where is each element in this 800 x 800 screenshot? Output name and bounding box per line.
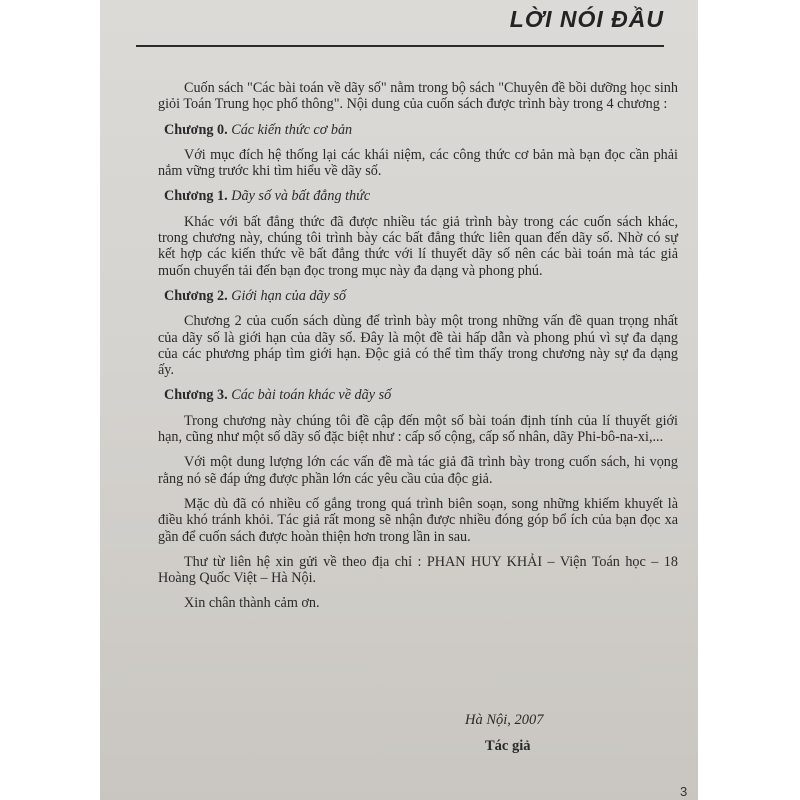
chapter-3-heading (158, 387, 678, 403)
closing-paragraph-2: Mặc dù đã có nhiều cố gắng trong quá trình biên soạn, song những khiếm khuyết là điều khó tránh khỏi. Tác giả rất mong sẽ nhận được nhiều đóng góp bổ ích của bạn đọc xa gần để cuốn sách được hoàn thiện hơn trong lần in sau. (158, 495, 678, 545)
chapter-0-title: Các kiến thức cơ bản (231, 121, 353, 138)
page-number: 3 (680, 784, 688, 799)
intro-paragraph: Cuốn sách "Các bài toán về dãy số" nằm trong bộ sách "Chuyên đề bồi dưỡng học sinh giỏi Toán Trung học phổ thông". Nội dung của cuốn sách được trình bày trong 4 chương : (158, 80, 678, 113)
signature-place-date: Hà Nội, 2007 (465, 712, 544, 728)
chapter-2-label: Chương 2. (164, 287, 228, 304)
chapter-2-text: Chương 2 của cuốn sách dùng để trình bày một trong những vấn đề quan trọng nhất của dãy số là giới hạn của dãy số. Đây là một đề tài hấp dẫn và phong phú vì sự đa dạng của các phương pháp tìm giới hạn. Độc giả có thể tìm thấy trong chương này sự đa dạng ấy. (158, 313, 678, 379)
header-rule (136, 45, 664, 47)
chapter-1-heading (158, 188, 678, 204)
chapter-0-label: Chương 0. (164, 121, 228, 138)
page-header-title: LỜI NÓI ĐẦU (509, 6, 664, 32)
chapter-3-text: Trong chương này chúng tôi đề cập đến một số bài toán định tính của lí thuyết giới hạn, cũng như một số dãy số đặc biệt như : cấp số cộng, cấp số nhân, dãy Phi-bô-na-xi,... (158, 412, 678, 446)
closing-paragraph-1: Với một dung lượng lớn các vấn đề mà tác giả đã trình bày trong cuốn sách, hi vọng rằng nó sẽ đáp ứng được phần lớn các yêu cầu của độc giả. (158, 454, 678, 487)
chapter-2-title: Giới hạn của dãy số (231, 287, 346, 304)
chapter-0-heading (158, 122, 678, 138)
book-page (100, 0, 698, 800)
chapter-3-label: Chương 3. (164, 387, 228, 404)
chapter-3-title: Các bài toán khác về dãy số (231, 387, 392, 404)
contact-paragraph: Thư từ liên hệ xin gửi về theo địa chỉ : PHAN HUY KHẢI – Viện Toán học – 18 Hoàng Quốc Việt – Hà Nội. (158, 553, 678, 587)
chapter-1-label: Chương 1. (164, 188, 228, 205)
thanks-paragraph: Xin chân thành cảm ơn. (184, 595, 320, 612)
chapter-2-heading (158, 288, 678, 304)
preface-body (158, 80, 678, 621)
signature-author: Tác giả (485, 738, 531, 754)
chapter-1-title: Dãy số và bất đẳng thức (231, 188, 371, 205)
chapter-1-text: Khác với bất đẳng thức đã được nhiều tác giả trình bày trong các cuốn sách khác, trong chương này, chúng tôi trình bày các bất đẳng thức liên quan đến dãy số. Nhờ có sự kết hợp các kiến thức về bất đẳng thức với lí thuyết dãy số nên các bài toán mà tác giả muốn chuyển tải đến bạn đọc trong mục này đa dạng và phong phú. (158, 213, 678, 279)
chapter-0-text: Với mục đích hệ thống lại các khái niệm, các công thức cơ bản mà bạn đọc cần phải nắm vững trước khi tìm hiểu về dãy số. (158, 146, 678, 180)
